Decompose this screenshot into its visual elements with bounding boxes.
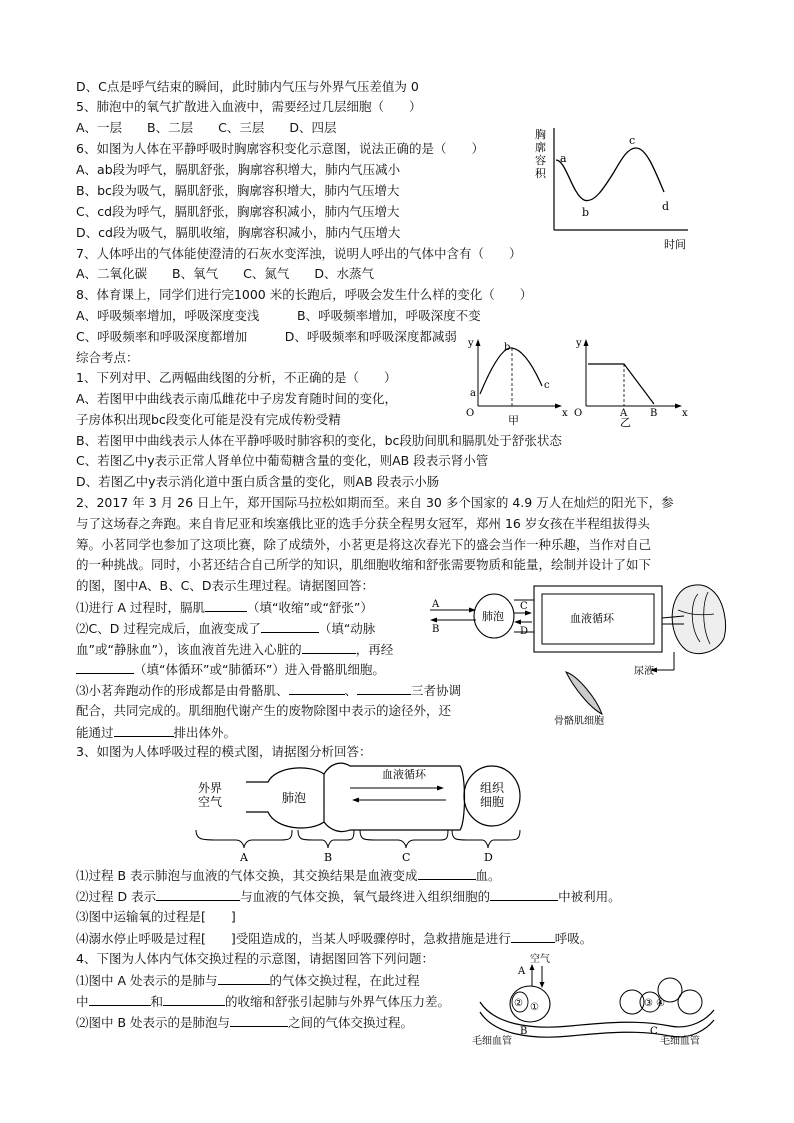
answer-blank[interactable]	[418, 867, 476, 880]
svg-text:B: B	[324, 851, 333, 864]
comp-question-4: 4、下图为人体内气体交换过程的示意图，请据图回答下列问题：	[76, 951, 434, 966]
kidney	[672, 585, 725, 654]
svg-text:D: D	[520, 626, 529, 637]
svg-text:空气: 空气	[530, 954, 550, 965]
svg-text:y: y	[576, 338, 582, 349]
answer-blank[interactable]	[218, 972, 270, 985]
svg-text:组织: 组织	[480, 781, 505, 795]
question-6-option-d: D、cd段为吸气，膈肌收缩，胸廓容积减小，肺内气压增大	[76, 225, 401, 240]
comp-question-2-para-4: 的一种挑战。同时，小茗还结合自己所学的知识，肌细胞收缩和舒张需要物质和能量，绘制并设计了如下	[76, 557, 652, 572]
comp-question-1-option-c: C、若图乙中y表示正常人肾单位中葡萄糖含量的变化，则AB 段表示肾小管	[76, 453, 489, 468]
y-label-3: 容	[535, 154, 546, 167]
comp-question-2-para-3: 筹。小茗同学也参加了这项比赛，除了成绩外，小茗更是将这次春光下的盛会当作一种乐趣，当作对自己	[76, 537, 652, 552]
x-label: 时间	[664, 238, 686, 251]
point-c: c	[629, 134, 636, 147]
question-5-options: A、一层 B、二层 C、三层 D、四层	[76, 120, 337, 135]
comp-question-3-sub-2: ⑵过程 D 表示 与血液的气体交换，氧气最终进入组织细胞的 中被利用。	[76, 889, 621, 904]
question-6: 6、如图为人体在平静呼吸时胸廓容积变化示意图，说法正确的是（ ）	[76, 141, 484, 156]
svg-text:C: C	[402, 851, 411, 864]
question-6-option-a: A、ab段为呼气，膈肌舒张，胸廓容积增大，肺内气压减小	[76, 162, 401, 177]
question-7: 7、人体呼出的气体能使澄清的石灰水变浑浊，说明人呼出的气体中含有（ ）	[76, 246, 522, 261]
comp-question-1-option-b: B、若图甲中曲线表示人体在平静呼吸时肺容积的变化，bc段肋间肌和膈肌处于舒张状态	[76, 433, 562, 448]
svg-text:④: ④	[656, 998, 665, 1009]
svg-text:A: A	[620, 408, 628, 419]
question-7-options: A、二氧化碳 B、氧气 C、氮气 D、水蒸气	[76, 266, 374, 281]
y-label-2: 廓	[535, 141, 546, 154]
comp-question-2-sub-3-cont2: 能通过 排出体外。	[76, 725, 237, 740]
answer-blank[interactable]	[289, 682, 345, 695]
svg-text:B: B	[432, 624, 440, 635]
comp-question-4-sub-1-cont: 中 和 的收缩和舒张引起肺与外界气体压力差。	[76, 994, 451, 1009]
answer-blank[interactable]	[230, 1014, 288, 1027]
jia-yi-figure	[460, 336, 690, 428]
brace-b	[298, 830, 354, 848]
point-d: d	[662, 200, 670, 213]
svg-text:外界: 外界	[198, 781, 223, 795]
comp-question-2-sub-1: ⑴进行 A 过程时，膈肌 （填“收缩”或“舒张”）	[76, 600, 373, 615]
answer-blank[interactable]	[302, 641, 356, 654]
answer-blank[interactable]	[511, 930, 555, 943]
volume-curve	[556, 148, 664, 201]
brace-a	[196, 830, 292, 848]
jia-name: 甲	[508, 414, 519, 427]
point-b: b	[582, 206, 590, 219]
muscle-cell	[566, 672, 602, 714]
svg-text:C: C	[650, 1026, 658, 1037]
svg-text:x: x	[562, 408, 568, 419]
answer-blank[interactable]	[490, 888, 558, 901]
svg-text:a: a	[470, 388, 476, 399]
line-statement-d: D、C点是呼气结束的瞬间，此时肺内气压与外界气压差值为 0	[76, 79, 419, 94]
comp-question-2-sub-2-cont: 血”或“静脉血”），该血液首先进入心脏的 ，再经	[76, 642, 394, 657]
svg-text:A: A	[432, 599, 440, 610]
gas-exchange-figure	[470, 950, 720, 1046]
answer-blank[interactable]	[163, 993, 225, 1006]
question-8-options-ab: A、呼吸频率增加，呼吸深度变浅 B、呼吸频率增加，呼吸深度不变	[76, 308, 481, 323]
y-label-4: 积	[535, 167, 546, 180]
comp-question-1-option-a-cont: 子房体积出现bc段变化可能是没有完成传粉受精	[76, 412, 341, 427]
svg-text:肺泡: 肺泡	[282, 791, 307, 805]
yi-name: 乙	[620, 416, 631, 428]
answer-blank[interactable]	[357, 682, 411, 695]
comp-question-3-sub-3: ⑶图中运输氧的过程是[ ]	[76, 909, 236, 924]
capillary-label-1: 毛细血管	[472, 1036, 512, 1046]
question-5: 5、肺泡中的氧气扩散进入血液中，需要经过几层细胞（ ）	[76, 99, 422, 114]
comp-question-1-option-a: A、若图甲中曲线表示南瓜雌花中子房发育随时间的变化，	[76, 391, 398, 406]
question-8-options-cd: C、呼吸频率和呼吸深度都增加 D、呼吸频率和呼吸深度都减弱	[76, 329, 457, 344]
comp-question-3: 3、如图为人体呼吸过程的模式图，请据图分析回答：	[76, 744, 372, 759]
svg-text:②: ②	[514, 998, 523, 1009]
comp-question-2-sub-3-cont: 配合，共同完成的。肌细胞代谢产生的废物除图中表示的途径外，还	[76, 703, 452, 718]
capillary-label-2: 毛细血管	[660, 1036, 700, 1046]
svg-text:肺泡: 肺泡	[482, 610, 504, 623]
marathon-figure	[428, 580, 728, 730]
brace-d	[452, 830, 520, 848]
comp-question-4-sub-1: ⑴图中 A 处表示的是肺与 的气体交换过程，在此过程	[76, 973, 420, 988]
svg-text:c: c	[544, 380, 550, 391]
svg-text:O: O	[574, 408, 583, 419]
section-heading: 综合考点：	[76, 350, 139, 365]
svg-text:B: B	[650, 408, 658, 419]
chest-volume-figure	[532, 124, 702, 252]
comp-question-3-sub-4: ⑷溺水停止呼吸是过程[ ]受阻造成的，当某人呼吸骤停时，急救措施是进行 呼吸。	[76, 931, 593, 946]
point-a: a	[560, 152, 567, 165]
answer-blank[interactable]	[205, 599, 247, 612]
comp-question-1: 1、下列对甲、乙两幅曲线图的分析，不正确的是（ ）	[76, 370, 397, 385]
svg-text:血液循环: 血液循环	[570, 612, 614, 625]
answer-blank[interactable]	[89, 993, 151, 1006]
svg-text:血液循环: 血液循环	[382, 768, 426, 781]
svg-text:①: ①	[530, 1002, 539, 1013]
yi-curve	[588, 364, 654, 404]
answer-blank[interactable]	[261, 620, 319, 633]
jia-curve	[480, 348, 542, 394]
svg-text:y: y	[468, 338, 474, 349]
answer-blank[interactable]	[156, 888, 240, 901]
question-6-option-b: B、bc段为吸气，膈肌舒张，胸廓容积增大，肺内气压增大	[76, 183, 400, 198]
svg-text:A: A	[518, 966, 526, 977]
svg-text:③: ③	[644, 998, 653, 1009]
comp-question-1-option-d: D、若图乙中y表示消化道中蛋白质含量的变化，则AB 段表示小肠	[76, 474, 440, 489]
breathing-model-figure	[190, 760, 530, 864]
brace-c	[360, 830, 448, 848]
question-8: 8、体育课上，同学们进行完1000 米的长跑后，呼吸会发生什么样的变化（ ）	[76, 287, 533, 302]
svg-text:D: D	[484, 851, 493, 864]
comp-question-2-para-2: 与了这场春之奔跑。来自肯尼亚和埃塞俄比亚的选手分获全程男女冠军，郑州 16 岁女孩在半程组拔得头	[76, 516, 650, 531]
comp-question-2-para-1: 2、2017 年 3 月 26 日上午，郑开国际马拉松如期而至。来自 30 多个国家的 4.9 万人在灿烂的阳光下，参	[76, 495, 674, 510]
comp-question-2-sub-3: ⑶小茗奔跑动作的形成都是由骨骼肌、 、 三者协调	[76, 683, 462, 698]
svg-text:C: C	[520, 601, 528, 612]
svg-text:细胞: 细胞	[480, 795, 505, 809]
svg-text:b: b	[504, 342, 511, 353]
comp-question-2-sub-2-cont2: （填“体循环”或“肺循环”）进入骨骼肌细胞。	[76, 661, 385, 678]
comp-question-3-sub-1: ⑴过程 B 表示肺泡与血液的气体交换，其交换结果是血液变成 血。	[76, 868, 501, 883]
answer-blank[interactable]	[114, 724, 174, 737]
svg-text:x: x	[682, 408, 688, 419]
svg-text:尿液: 尿液	[634, 666, 654, 677]
comp-question-2-sub-2: ⑵C、D 过程完成后，血液变成了 （填“动脉	[76, 621, 376, 636]
answer-blank[interactable]	[76, 661, 134, 674]
svg-text:骨骼肌细胞: 骨骼肌细胞	[554, 716, 604, 727]
y-label-1: 胸	[535, 128, 546, 141]
comp-question-4-sub-2: ⑵图中 B 处表示的是肺泡与 之间的气体交换过程。	[76, 1015, 414, 1030]
svg-text:空气: 空气	[198, 795, 223, 809]
svg-text:B: B	[520, 1026, 528, 1037]
question-6-option-c: C、cd段为呼气，膈肌舒张，胸廓容积减小，肺内气压增大	[76, 204, 400, 219]
comp-question-2-para-5: 的图，图中A、B、C、D表示生理过程。请据图回答：	[76, 578, 374, 593]
svg-text:O: O	[466, 408, 475, 419]
svg-text:A: A	[240, 851, 248, 864]
